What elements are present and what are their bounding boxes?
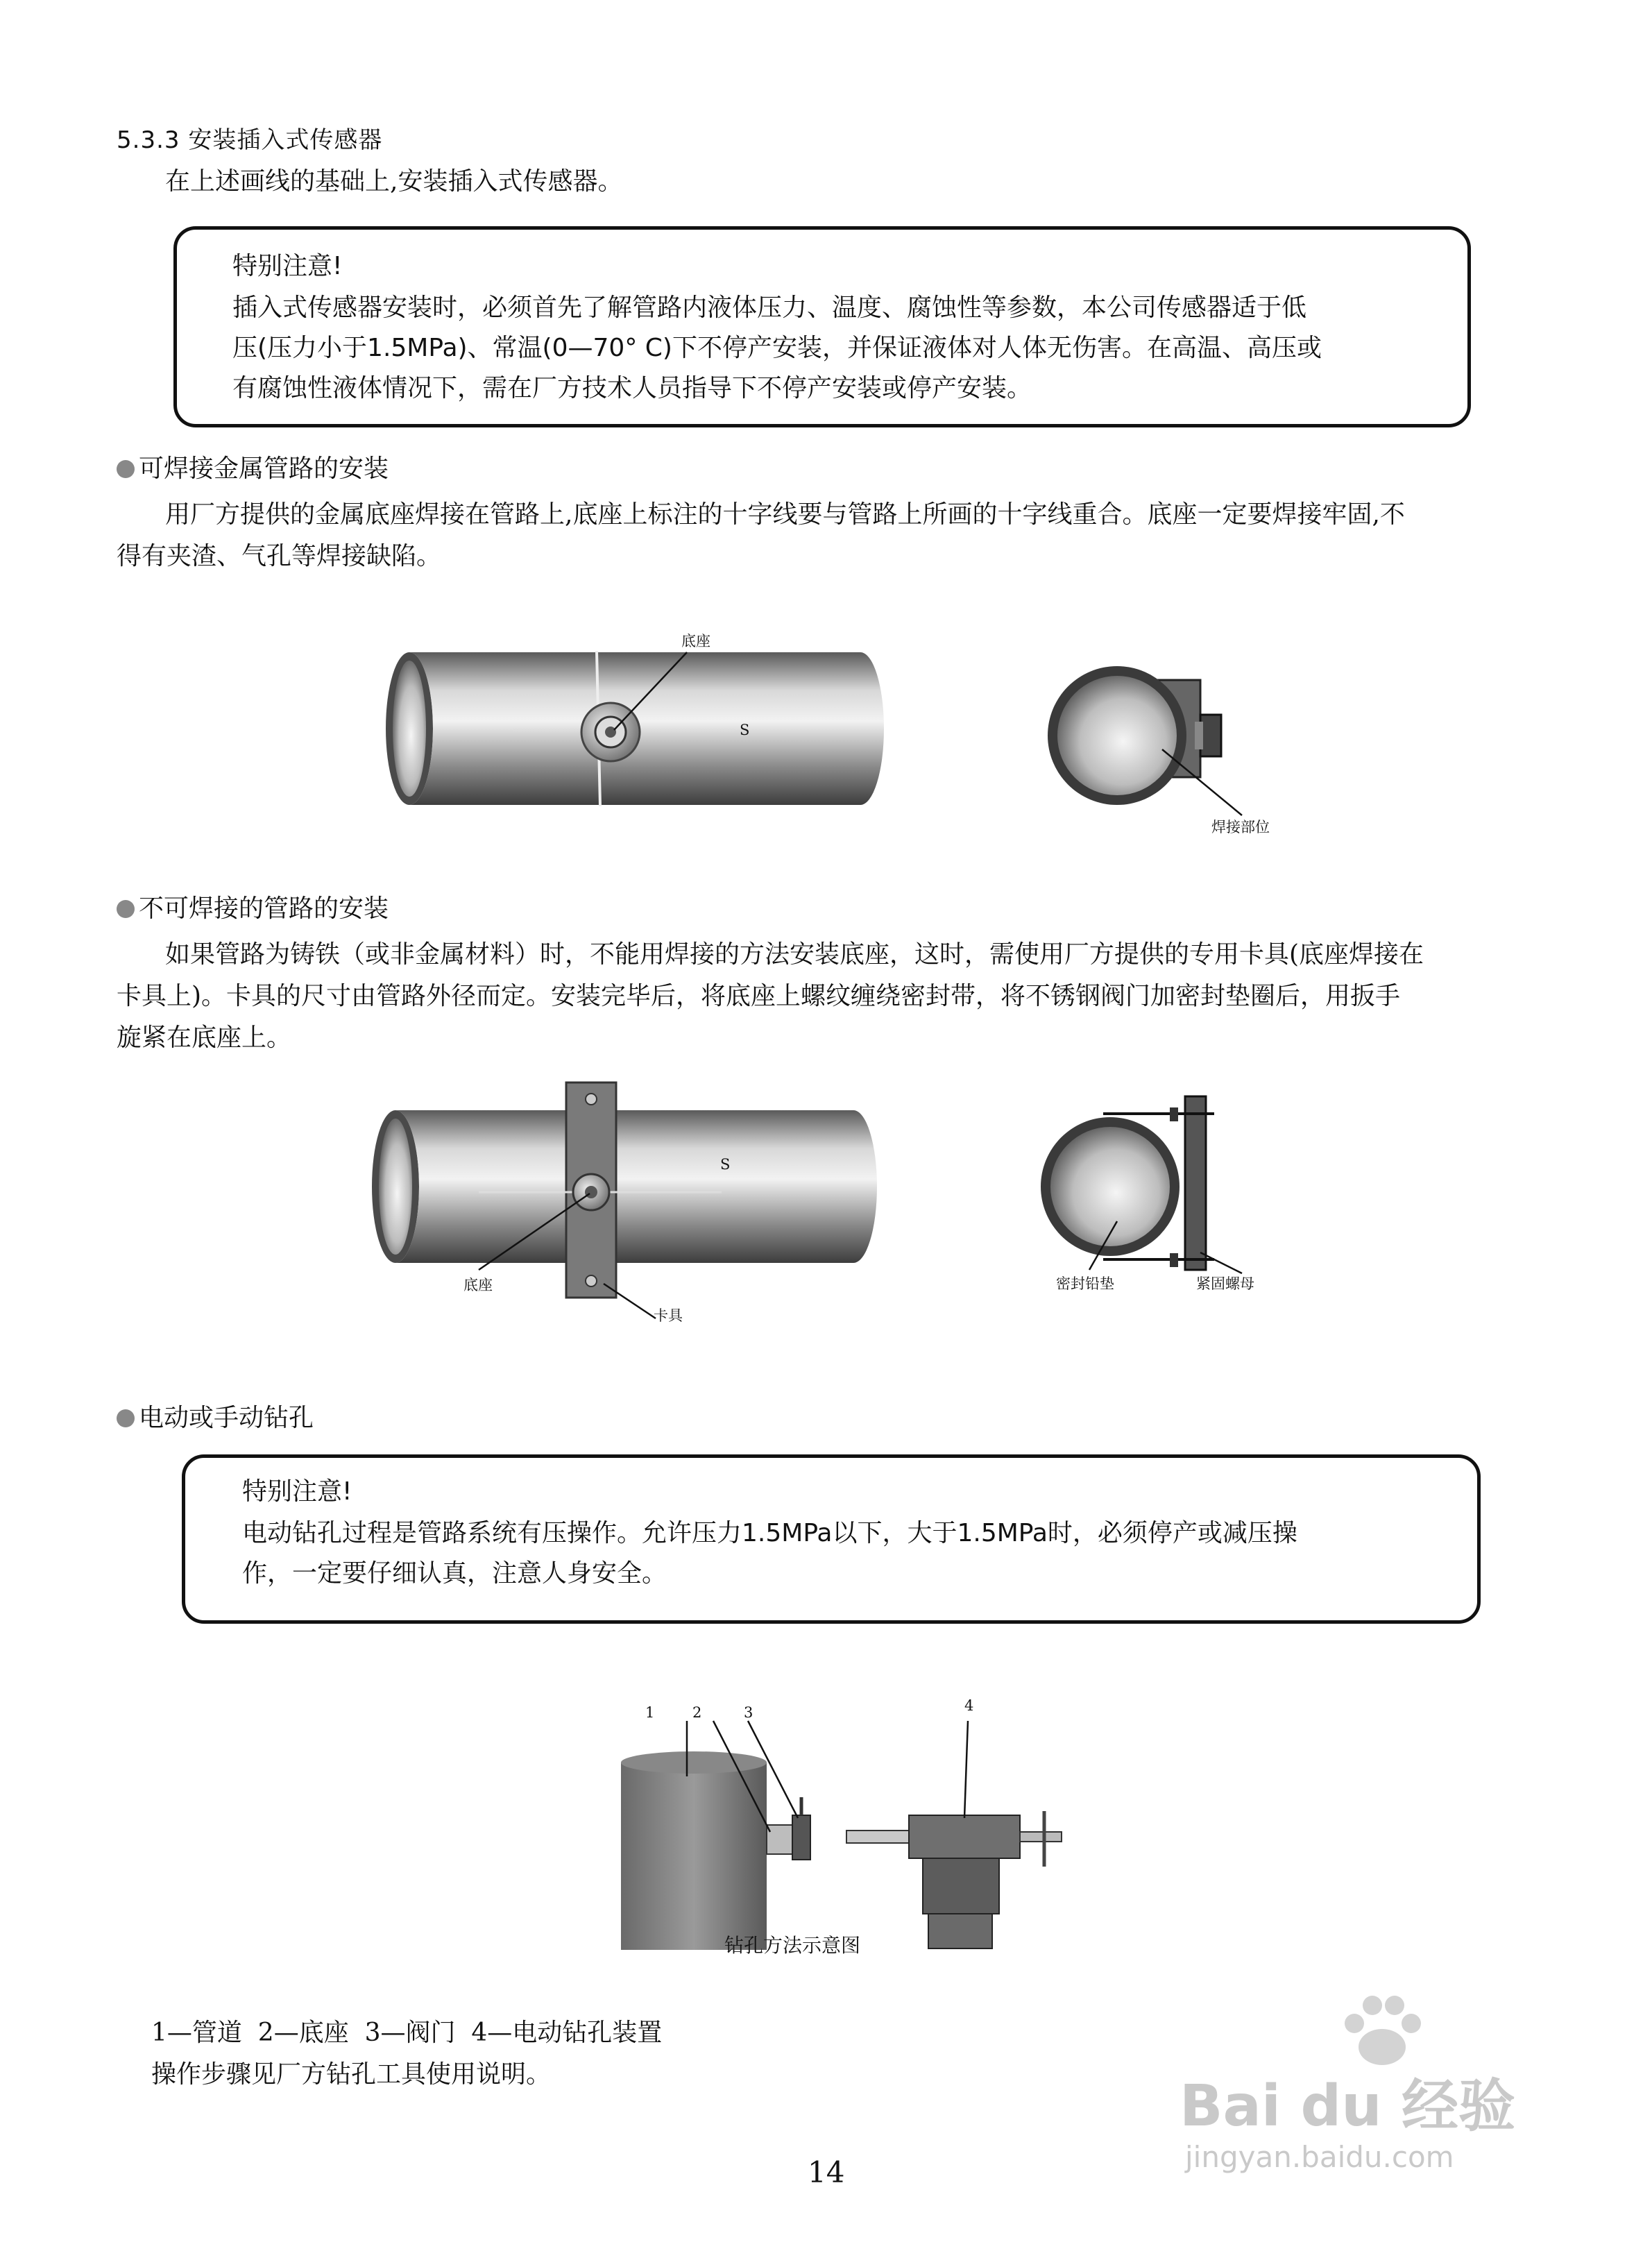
- weld-leader-line: [1162, 749, 1242, 815]
- weldable-pipe-figure: [375, 611, 902, 819]
- clamp-pipe-end-figure: [1034, 1082, 1242, 1291]
- nut-bottom: [1170, 1253, 1178, 1267]
- fig3-number-4: 4: [964, 1697, 974, 1714]
- notice-1-title: 特别注意!: [232, 252, 343, 280]
- nonweldable-line-1: 如果管路为铸铁（或非金属材料）时，不能用焊接的方法安装底座，这时，需使用厂方提供的专用卡具(底座焊接在: [165, 940, 1424, 969]
- nonweldable-line-3: 旋紧在底座上。: [117, 1024, 292, 1052]
- weldable-heading: 可焊接金属管路的安装: [117, 448, 389, 490]
- pipe-bore: [393, 661, 426, 797]
- pipe-cylinder: [621, 1763, 767, 1950]
- fig1-label-weld: 焊接部位: [1211, 819, 1270, 835]
- drilling-heading: 电动或手动钻孔: [117, 1398, 314, 1439]
- notice-2-title: 特别注意!: [242, 1477, 352, 1506]
- fig3-caption: 钻孔方法示意图: [724, 1934, 861, 1957]
- pipe-body: [409, 652, 884, 805]
- drilling-figure: [611, 1693, 1096, 1957]
- paw-logo-icon: [1339, 1992, 1422, 2068]
- bullet-icon: [117, 900, 135, 918]
- notice-1-line-3: 有腐蚀性液体情况下，需在厂方技术人员指导下不停产安装或停产安装。: [232, 374, 1032, 402]
- clamp-leader-line: [604, 1284, 656, 1318]
- drilling-legend: 1—管道 2—底座 3—阀门 4—电动钻孔装置: [151, 2019, 663, 2047]
- watermark: [1180, 1992, 1568, 2186]
- notice-1-line-1: 插入式传感器安装时，必须首先了解管路内液体压力、温度、腐蚀性等参数，本公司传感器适于低: [232, 294, 1307, 322]
- page-number: 14: [808, 2155, 845, 2189]
- drill-body: [909, 1815, 1020, 1858]
- fig3-number-2: 2: [692, 1704, 702, 1721]
- nonweldable-heading: 不可焊接的管路的安装: [117, 888, 389, 930]
- fig3-number-1: 1: [645, 1704, 655, 1721]
- fig1-label-base: 底座: [681, 633, 710, 649]
- notice-1-line-2: 压(压力小于1.5MPa)、常温(0—70° C)下不停产安装，并保证液体对人体无伤害。在高温、高压或: [232, 334, 1322, 362]
- drill-gearbox: [923, 1858, 999, 1914]
- fig2-label-gasket: 密封铅垫: [1056, 1275, 1114, 1292]
- section-heading: 5.3.3 安装插入式传感器: [117, 126, 383, 154]
- notice-box-2: [182, 1454, 1481, 1624]
- notice-2-line-2: 作，一定要仔细认真，注意人身安全。: [242, 1559, 667, 1588]
- section-intro: 在上述画线的基础上,安装插入式传感器。: [165, 167, 623, 196]
- bullet-icon: [117, 1409, 135, 1427]
- nonweldable-line-2: 卡具上)。卡具的尺寸由管路外径而定。安装完毕后，将底座上螺纹缠绕密封带，将不锈钢阀门加密封垫圈后，用扳手: [117, 982, 1401, 1010]
- clamp-pipe-figure: [361, 1082, 902, 1318]
- watermark-url: jingyan.baidu.com: [1185, 2140, 1454, 2174]
- weldable-line-2: 得有夹渣、气孔等焊接缺陷。: [117, 542, 442, 570]
- nut-top: [1170, 1107, 1178, 1121]
- bullet-icon: [117, 460, 135, 478]
- weldable-pipe-end-figure: [1041, 652, 1291, 833]
- drilling-note: 操作步骤见厂方钻孔工具使用说明。: [151, 2060, 552, 2089]
- notice-2-line-1: 电动钻孔过程是管路系统有压操作。允许压力1.5MPa以下，大于1.5MPa时，必须停产或减压操: [242, 1519, 1297, 1547]
- fig2-label-s: S: [720, 1156, 731, 1173]
- weldable-line-1: 用厂方提供的金属底座焊接在管路上,底座上标注的十字线要与管路上所画的十字线重合。底座一定要焊接牢固,不: [165, 500, 1405, 529]
- clamp-plate-side: [1185, 1096, 1206, 1270]
- fig1-label-s: S: [740, 722, 750, 738]
- fig3-number-3: 3: [744, 1704, 753, 1721]
- fig2-label-base: 底座: [463, 1277, 493, 1293]
- weld-fitting: [1200, 715, 1221, 756]
- fig2-label-nut: 紧固螺母: [1196, 1275, 1254, 1292]
- valve: [792, 1815, 810, 1860]
- watermark-brand: Bai du 经验: [1180, 2073, 1516, 2139]
- fig2-label-clamp: 卡具: [654, 1307, 683, 1324]
- notice-box-1: [173, 226, 1471, 427]
- leader-4: [964, 1721, 968, 1818]
- drill-motor: [928, 1914, 992, 1948]
